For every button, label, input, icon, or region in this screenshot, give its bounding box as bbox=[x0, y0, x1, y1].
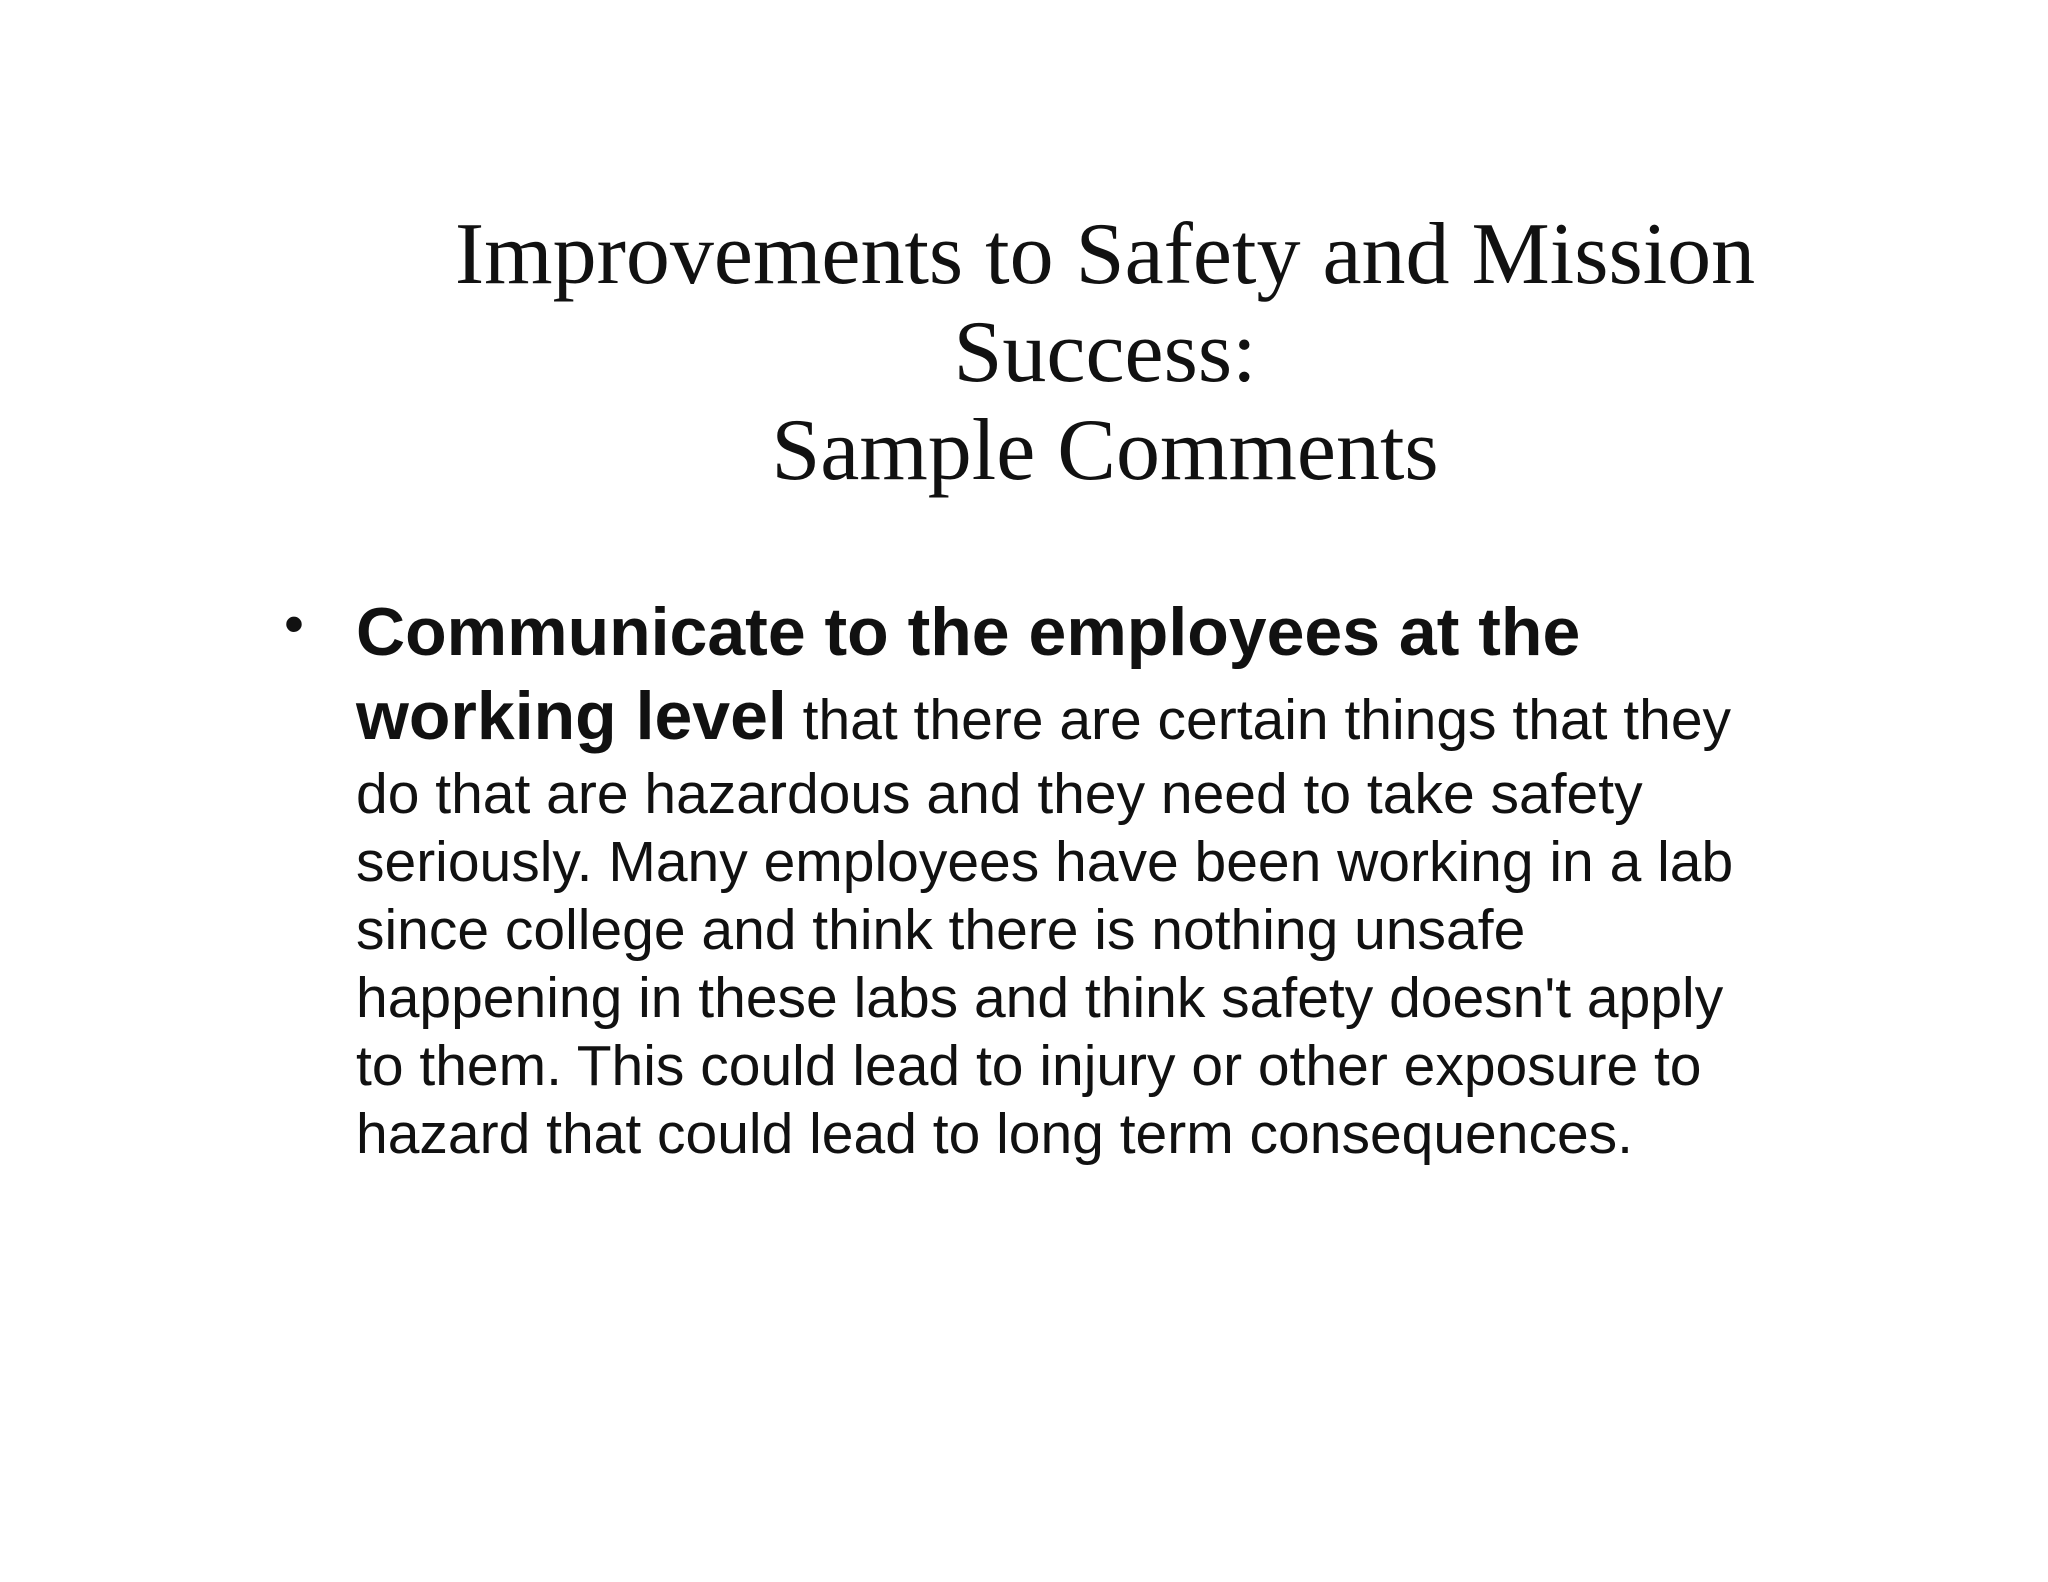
bullet-line-1 bbox=[356, 592, 1918, 676]
title-line-3: Sample Comments bbox=[771, 402, 1439, 499]
bullet-line-5: since college and think there is nothing unsafe bbox=[356, 898, 1526, 962]
bullet-line-4: seriously. Many employees have been working in a lab bbox=[356, 830, 1734, 894]
bullet-line-7: to them. This could lead to injury or other exposure to bbox=[356, 1034, 1702, 1098]
bullet-list bbox=[278, 592, 1918, 1168]
bullet-bold-text-2: working level bbox=[356, 678, 787, 754]
title-line-2: Success: bbox=[953, 304, 1257, 401]
slide-title bbox=[260, 206, 1950, 500]
bullet-line-3: do that are hazardous and they need to take safety bbox=[356, 762, 1643, 826]
bullet-bold-text-1: Communicate to the employees at the bbox=[356, 594, 1581, 670]
title-line-1: Improvements to Safety and Mission bbox=[454, 206, 1756, 303]
bullet-text-2: that there are certain things that they bbox=[786, 688, 1732, 752]
bullet-line-6: happening in these labs and think safety doesn't apply bbox=[356, 966, 1724, 1030]
bullet-line-2 bbox=[356, 676, 1918, 760]
bullet-marker: • bbox=[284, 592, 304, 656]
bullet-line-8: hazard that could lead to long term consequences. bbox=[356, 1102, 1633, 1166]
bullet-item bbox=[278, 592, 1918, 1168]
